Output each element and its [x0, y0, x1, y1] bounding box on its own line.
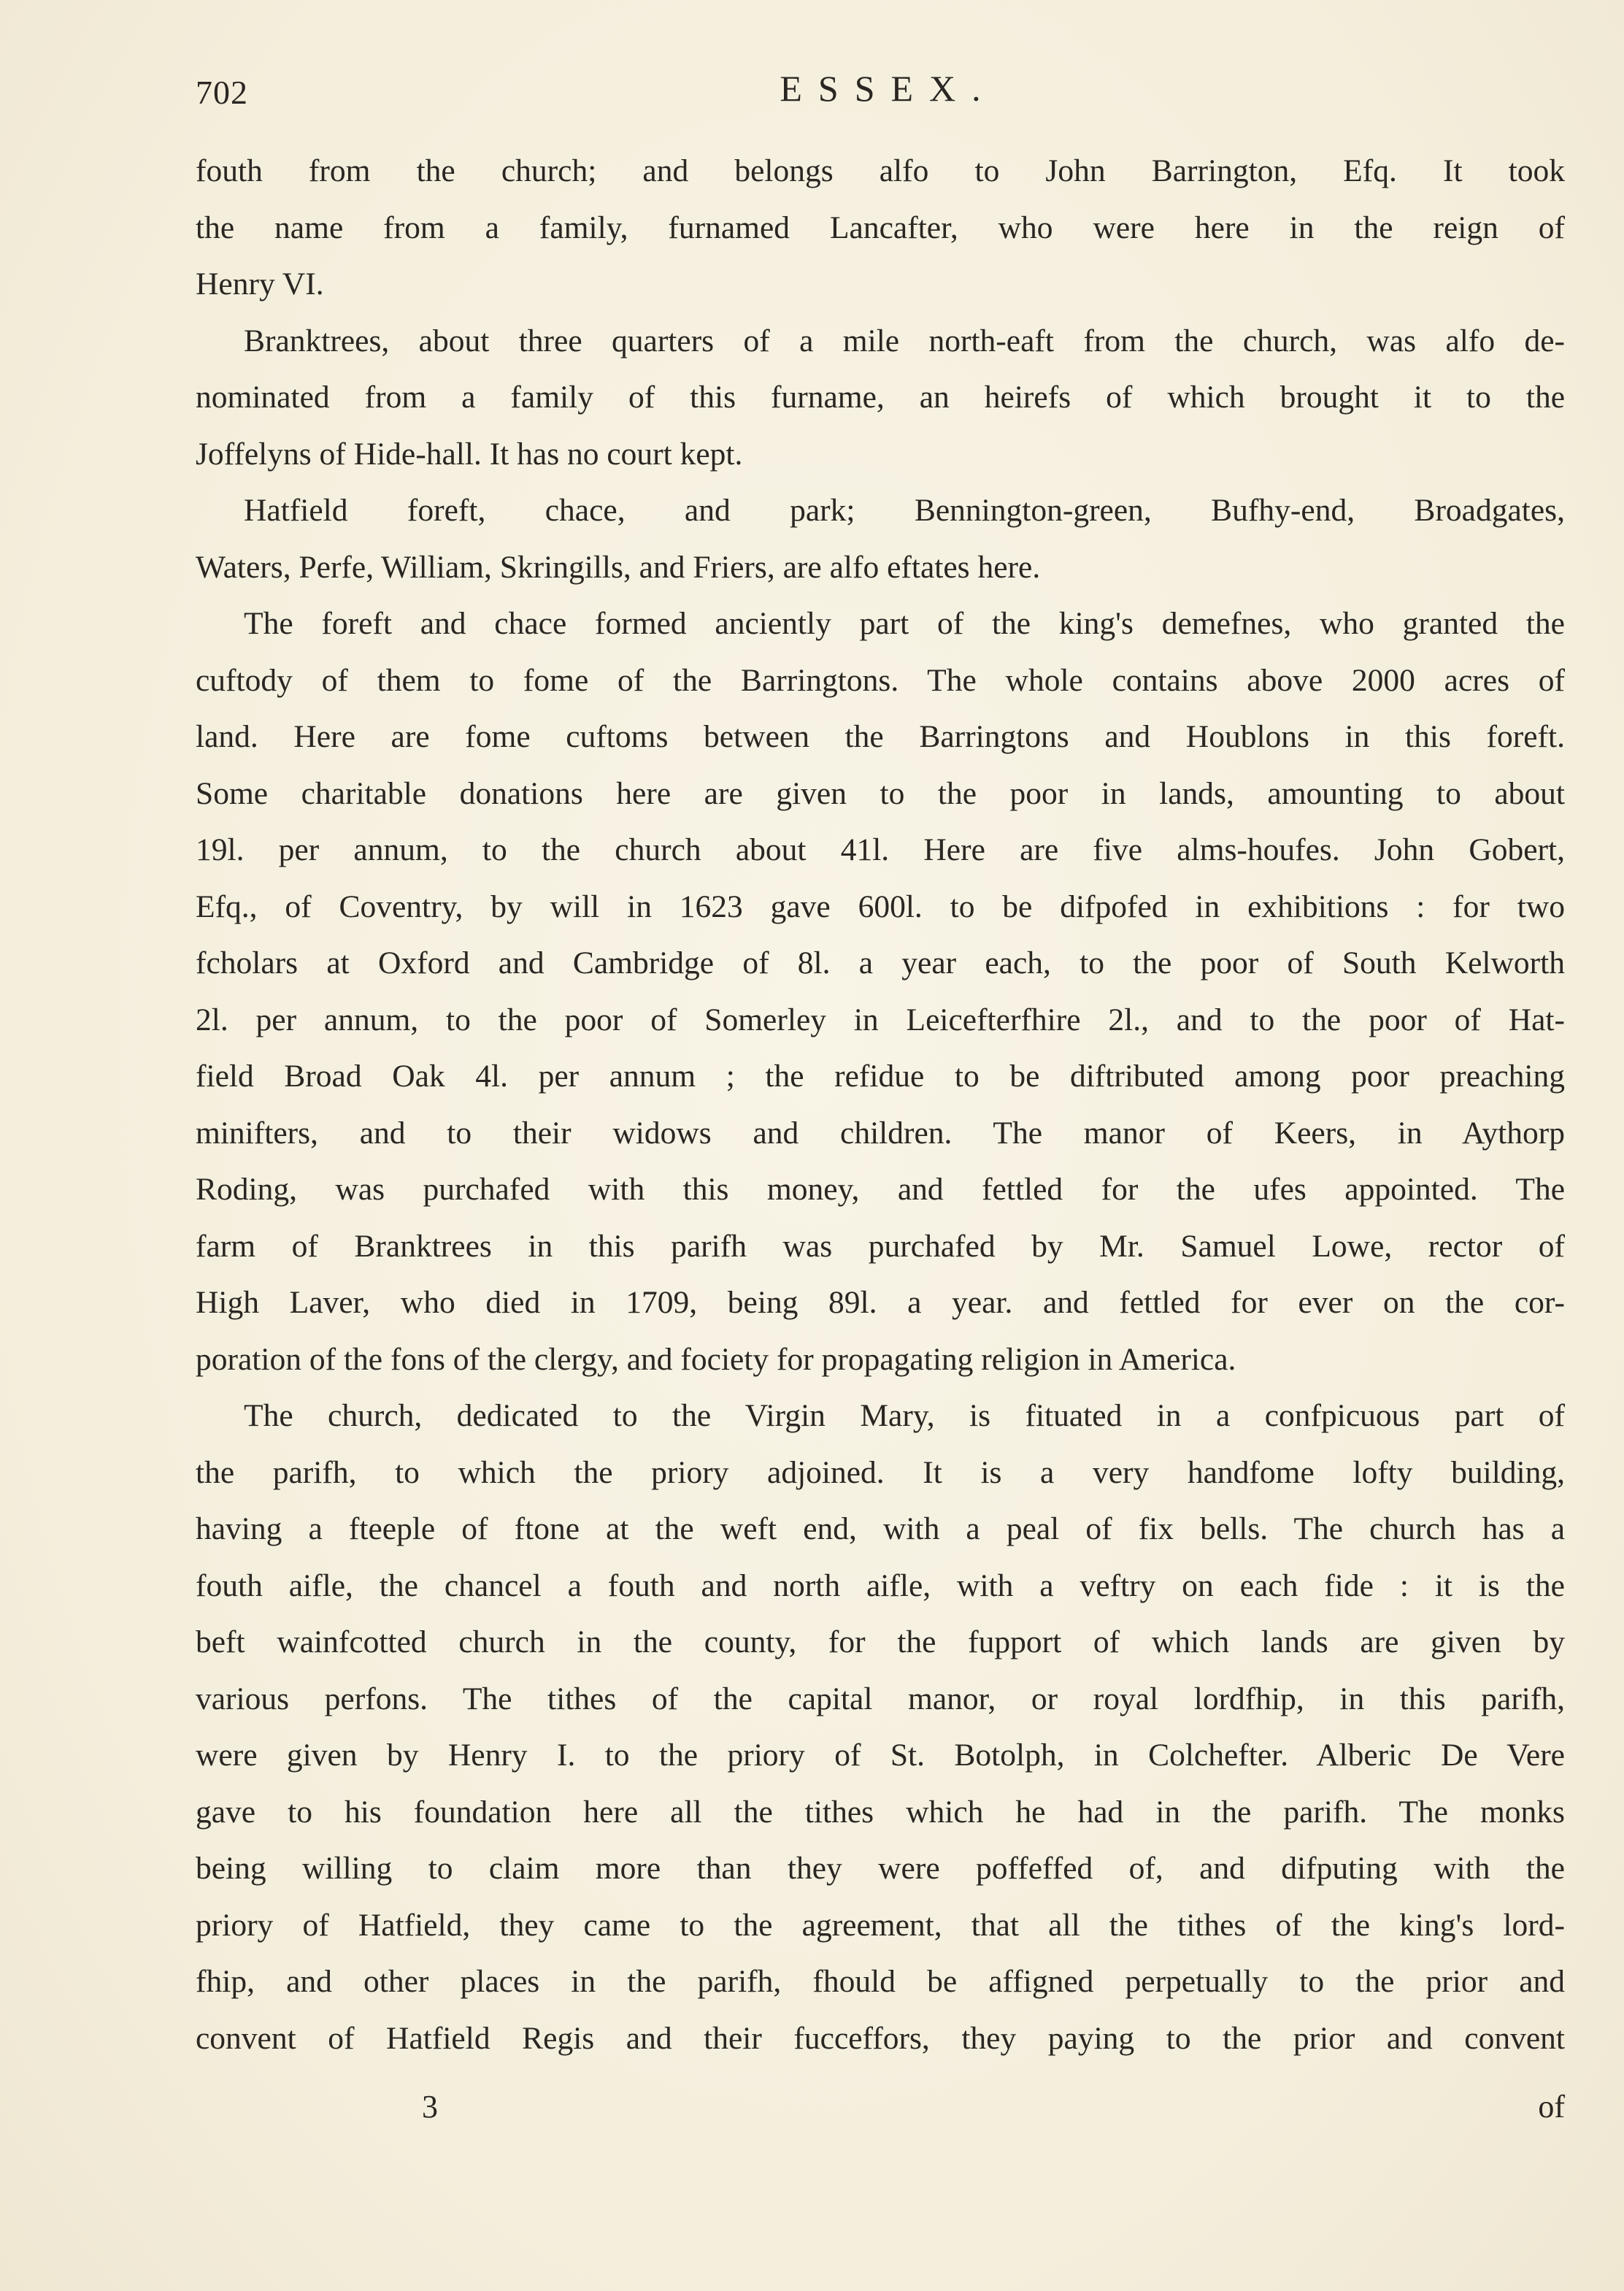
text-line: minifters, and to their widows and children. The manor of Keers, in Aythorp	[196, 1115, 1565, 1151]
text-line: were given by Henry I. to the priory of St. Botolph, in Colchefter. Alberic De Vere	[196, 1738, 1565, 1773]
text-line: Hatfield foreft, chace, and park; Bennington-green, Bufhy-end, Broadgates,	[244, 493, 1565, 528]
page-number: 702	[196, 74, 248, 111]
text-line: Some charitable donations here are given to the poor in lands, amounting to about	[196, 775, 1565, 811]
text-line: fcholars at Oxford and Cambridge of 8l. a year each, to the poor of South Kelworth	[196, 945, 1565, 981]
text-line: priory of Hatfield, they came to the agreement, that all the tithes of the king's lord-	[196, 1907, 1565, 1943]
text-line: Roding, was purchafed with this money, and fettled for the ufes appointed. The	[196, 1172, 1565, 1207]
text-line: gave to his foundation here all the tithes which he had in the parifh. The monks	[196, 1794, 1565, 1830]
text-line: Waters, Perfe, William, Skringills, and Friers, are alfo eftates here.	[196, 549, 1041, 585]
text-line: fhip, and other places in the parifh, fhould be affigned perpetually to the prior and	[196, 1964, 1565, 1999]
text-line: Branktrees, about three quarters of a mile north-eaft from the church, was alfo de-	[244, 323, 1565, 358]
text-line: Henry VI.	[196, 266, 324, 302]
text-line: nominated from a family of this furname, an heirefs of which brought it to the	[196, 380, 1565, 415]
text-line: convent of Hatfield Regis and their fucceffors, they paying to the prior and convent	[196, 2020, 1565, 2056]
text-line: farm of Branktrees in this parifh was purchafed by Mr. Samuel Lowe, rector of	[196, 1228, 1565, 1264]
text-line: land. Here are fome cuftoms between the Barringtons and Houblons in this foreft.	[196, 719, 1565, 754]
text-line: Joffelyns of Hide-hall. It has no court kept.	[196, 436, 743, 472]
text-line: the parifh, to which the priory adjoined. It is a very handfome lofty building,	[196, 1454, 1565, 1490]
text-line: beft wainfcotted church in the county, for the fupport of which lands are given by	[196, 1624, 1565, 1659]
catchword: of	[1538, 2089, 1565, 2125]
text-line: 19l. per annum, to the church about 41l. Here are five alms-houfes. John Gobert,	[196, 832, 1565, 867]
text-line: being willing to claim more than they were poffeffed of, and difputing with the	[196, 1851, 1565, 1886]
text-line: 2l. per annum, to the poor of Somerley in Leicefterfhire 2l., and to the poor of Hat-	[196, 1002, 1565, 1037]
running-title: ESSEX.	[780, 68, 997, 109]
text-line: fouth aifle, the chancel a fouth and north aifle, with a veftry on each fide : it is the	[196, 1567, 1565, 1603]
text-line: various perfons. The tithes of the capital manor, or royal lordfhip, in this parifh,	[196, 1681, 1565, 1716]
text-line: The church, dedicated to the Virgin Mary, is fituated in a confpicuous part of	[244, 1398, 1565, 1433]
text-line: cuftody of them to fome of the Barringtons. The whole contains above 2000 acres of	[196, 662, 1565, 698]
text-line: Efq., of Coventry, by will in 1623 gave 600l. to be difpofed in exhibitions : for two	[196, 889, 1565, 924]
text-line: having a fteeple of ftone at the weft end, with a peal of fix bells. The church has a	[196, 1511, 1565, 1546]
text-line: High Laver, who died in 1709, being 89l. a year. and fettled for ever on the cor-	[196, 1285, 1565, 1320]
text-line: fouth from the church; and belongs alfo to John Barrington, Efq. It took	[196, 153, 1565, 188]
text-line: poration of the fons of the clergy, and fociety for propagating religion in America.	[196, 1341, 1236, 1377]
running-head	[196, 67, 1565, 126]
page-footer	[196, 2088, 1565, 2146]
signature-mark: 3	[422, 2089, 438, 2125]
text-line: field Broad Oak 4l. per annum ; the refidue to be diftributed among poor preaching	[196, 1059, 1565, 1094]
body-text	[196, 143, 1565, 2067]
text-line: the name from a family, furnamed Lancafter, who were here in the reign of	[196, 210, 1565, 245]
text-line: The foreft and chace formed anciently part of the king's demefnes, who granted the	[244, 606, 1565, 641]
